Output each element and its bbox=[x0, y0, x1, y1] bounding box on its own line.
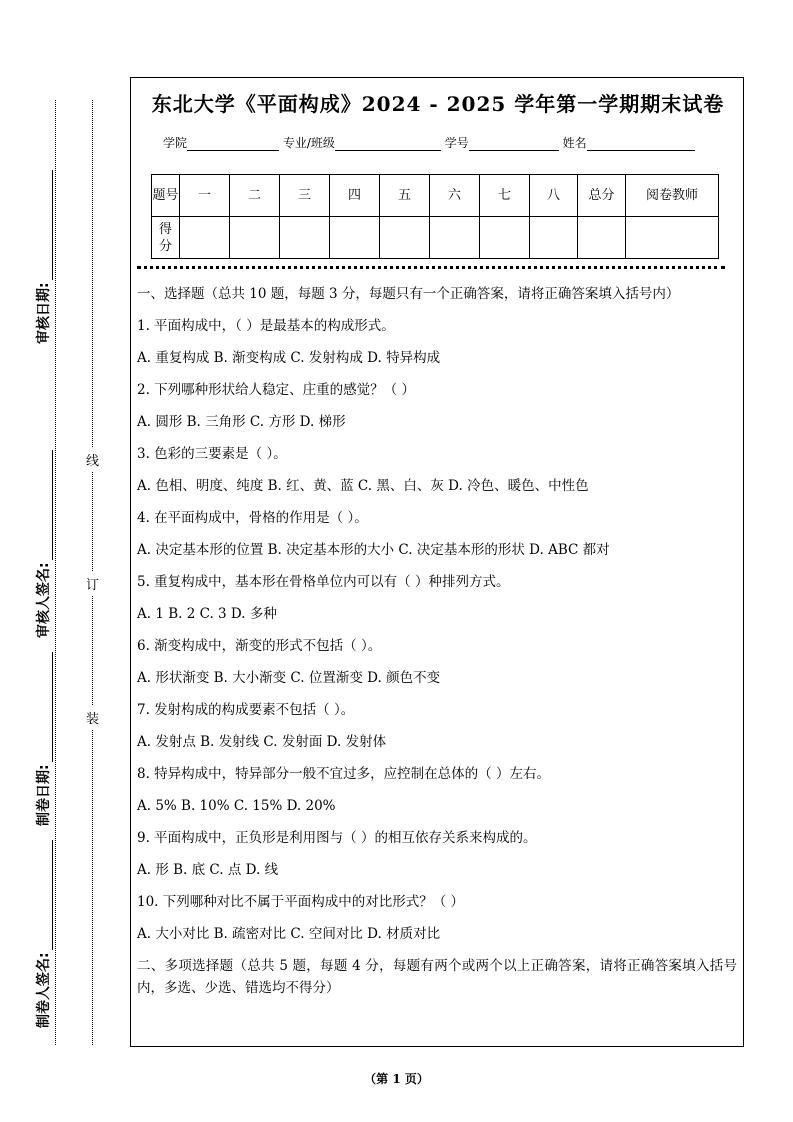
name-field[interactable] bbox=[587, 138, 695, 151]
score-row-header: 得分 bbox=[152, 217, 180, 259]
question-4-options: A. 决定基本形的位置 B. 决定基本形的大小 C. 决定基本形的形状 D. ABC 都对 bbox=[137, 542, 610, 558]
question-5-options: A. 1 B. 2 C. 3 D. 多种 bbox=[137, 606, 277, 622]
score-cell-3[interactable] bbox=[280, 217, 330, 259]
question-1: 1. 平面构成中，（ ）是最基本的构成形式。 bbox=[137, 318, 395, 334]
score-col-8: 八 bbox=[530, 175, 578, 217]
question-10-options: A. 大小对比 B. 疏密对比 C. 空间对比 D. 材质对比 bbox=[137, 926, 441, 942]
score-col-5: 五 bbox=[380, 175, 430, 217]
question-8: 8. 特异构成中，特异部分一般不宜过多，应控制在总体的（ ）左右。 bbox=[137, 766, 550, 782]
student-id-label: 学号 bbox=[444, 136, 469, 150]
question-2-options: A. 圆形 B. 三角形 C. 方形 D. 梯形 bbox=[137, 414, 346, 430]
question-9-options: A. 形 B. 底 C. 点 D. 线 bbox=[137, 862, 279, 878]
question-2: 2. 下列哪种形状给人稳定、庄重的感觉？（ ） bbox=[137, 382, 415, 398]
binding-char-line: 线 bbox=[86, 448, 99, 471]
major-class-field[interactable] bbox=[335, 138, 441, 151]
binding-char-staple: 订 bbox=[86, 572, 99, 595]
review-date-label: 审核日期: bbox=[33, 164, 53, 344]
question-5: 5. 重复构成中，基本形在骨格单位内可以有（ ）种排列方式。 bbox=[137, 574, 510, 590]
student-info-line bbox=[163, 134, 695, 151]
score-cell-total[interactable] bbox=[578, 217, 626, 259]
score-col-grader: 阅卷教师 bbox=[626, 175, 719, 217]
question-4: 4. 在平面构成中，骨格的作用是（ ）。 bbox=[137, 510, 368, 526]
score-cell-4[interactable] bbox=[330, 217, 380, 259]
score-col-total: 总分 bbox=[578, 175, 626, 217]
question-10: 10. 下列哪种对比不属于平面构成中的对比形式？（ ） bbox=[137, 894, 465, 910]
score-col-7: 七 bbox=[480, 175, 530, 217]
score-cell-6[interactable] bbox=[430, 217, 480, 259]
score-col-2: 二 bbox=[230, 175, 280, 217]
question-7: 7. 发射构成的构成要素不包括（ ）。 bbox=[137, 702, 355, 718]
exam-content bbox=[137, 283, 737, 999]
exam-title: 东北大学《平面构成》2024 - 2025 学年第一学期期末试卷 bbox=[151, 92, 725, 116]
score-col-3: 三 bbox=[280, 175, 330, 217]
exam-paper-frame bbox=[130, 77, 744, 1047]
question-1-options: A. 重复构成 B. 渐变构成 C. 发射构成 D. 特异构成 bbox=[137, 350, 441, 366]
score-table bbox=[151, 174, 719, 259]
section1-title: 一、选择题（总共 10 题，每题 3 分，每题只有一个正确答案，请将正确答案填入括号内） bbox=[137, 286, 680, 302]
paper-maker-signature-label: 制卷人签名: bbox=[33, 848, 53, 1028]
score-col-6: 六 bbox=[430, 175, 480, 217]
question-6: 6. 渐变构成中，渐变的形式不包括（ ）。 bbox=[137, 638, 382, 654]
question-9: 9. 平面构成中，正负形是利用图与（ ）的相互依存关系来构成的。 bbox=[137, 830, 537, 846]
score-col-4: 四 bbox=[330, 175, 380, 217]
student-id-field[interactable] bbox=[469, 138, 559, 151]
score-col-1: 一 bbox=[180, 175, 230, 217]
score-cell-7[interactable] bbox=[480, 217, 530, 259]
question-6-options: A. 形状渐变 B. 大小渐变 C. 位置渐变 D. 颜色不变 bbox=[137, 670, 441, 686]
section2-title: 二、多项选择题（总共 5 题，每题 4 分，每题有两个或两个以上正确答案，请将正确答案填入括号内，多选、少选、错选均不得分） bbox=[137, 958, 737, 996]
score-cell-grader[interactable] bbox=[626, 217, 719, 259]
reviewer-signature-label: 审核人签名: bbox=[33, 458, 53, 638]
page-number: （第 1 页） bbox=[364, 1072, 429, 1086]
major-class-label: 专业/班级 bbox=[282, 136, 335, 150]
question-7-options: A. 发射点 B. 发射线 C. 发射面 D. 发射体 bbox=[137, 734, 387, 750]
name-label: 姓名 bbox=[562, 136, 587, 150]
score-cell-5[interactable] bbox=[380, 217, 430, 259]
score-cell-8[interactable] bbox=[530, 217, 578, 259]
score-cell-1[interactable] bbox=[180, 217, 230, 259]
binding-char-bind: 装 bbox=[86, 706, 99, 729]
college-field[interactable] bbox=[187, 138, 279, 151]
question-3: 3. 色彩的三要素是（ ）。 bbox=[137, 446, 287, 462]
score-cell-2[interactable] bbox=[230, 217, 280, 259]
dotted-separator bbox=[137, 266, 725, 269]
question-8-options: A. 5% B. 10% C. 15% D. 20% bbox=[137, 798, 336, 814]
college-label: 学院 bbox=[163, 136, 188, 150]
paper-making-date-label: 制卷日期: bbox=[33, 646, 53, 826]
question-3-options: A. 色相、明度、纯度 B. 红、黄、蓝 C. 黑、白、灰 D. 冷色、暖色、中性色 bbox=[137, 478, 589, 494]
binding-dotted-line-outer bbox=[55, 100, 56, 1045]
question-number-header: 题号 bbox=[152, 175, 180, 217]
